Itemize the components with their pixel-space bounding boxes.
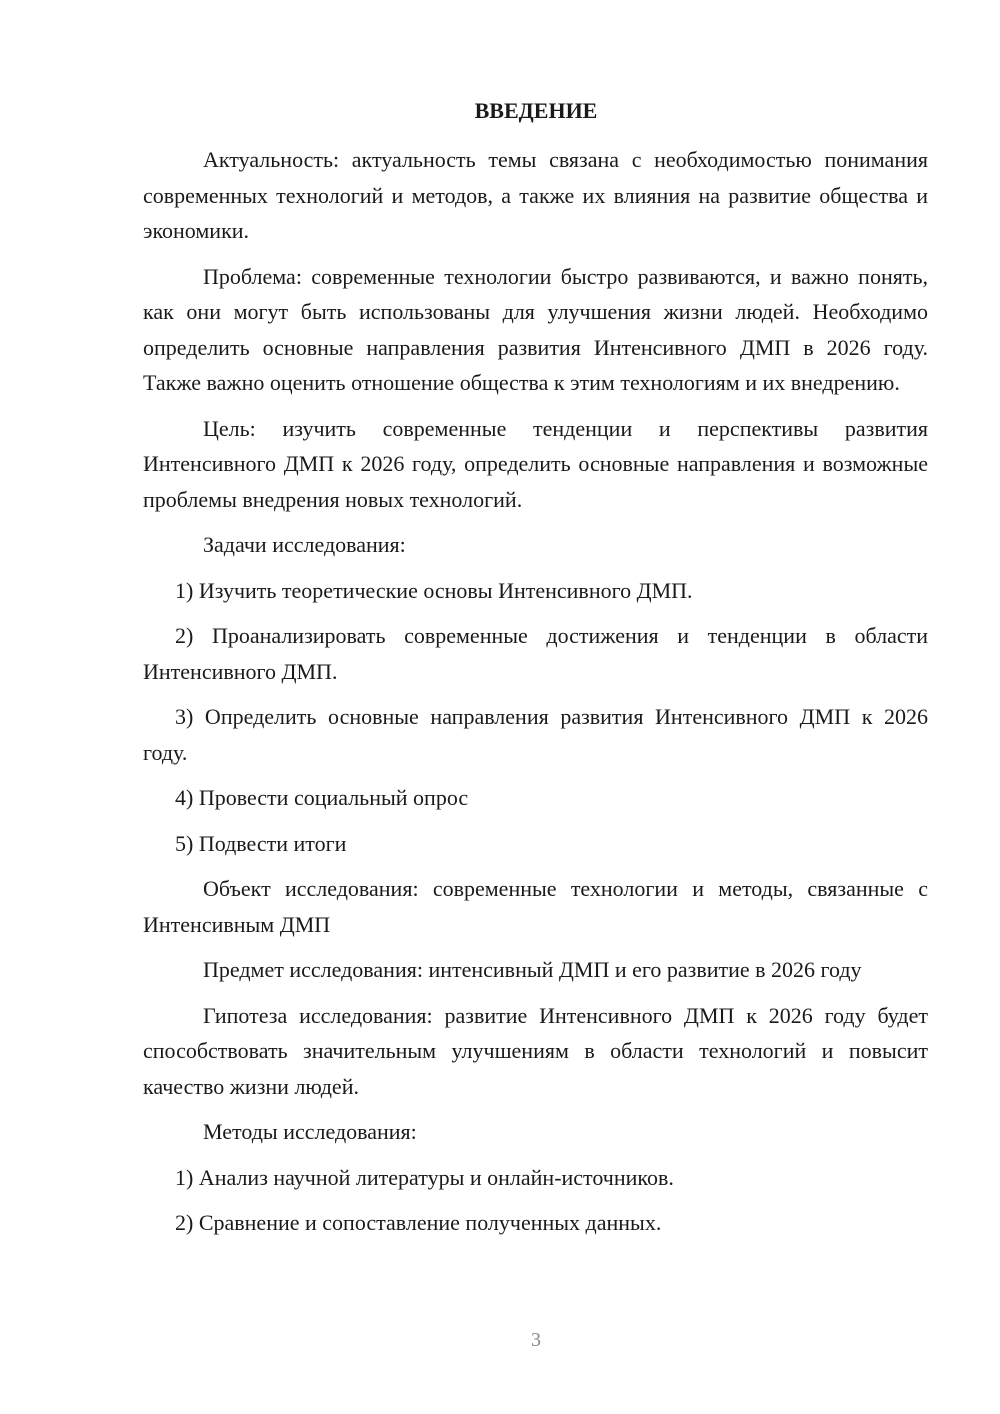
subject-paragraph: Предмет исследования: интенсивный ДМП и его развитие в 2026 году: [203, 957, 862, 982]
methods-heading-paragraph: Методы исследования:: [203, 1119, 417, 1144]
method-item-1: 1) Анализ научной литературы и онлайн-источников.: [175, 1164, 674, 1190]
task-item-4: 4) Провести социальный опрос: [175, 785, 469, 810]
problem-paragraph: Проблема: современные технологии быстро развиваются, и важно понять, как они могут быть использованы для улучшения жизни людей. Необходимо определить основные направления развития Интенсивного ДМП в 2026 году. Также важно оценить отношение общества к этим технологиям и их внедрению.: [143, 263, 928, 395]
document-body: [143, 142, 928, 1251]
task-item-1: 1) Изучить теоретические основы Интенсивного ДМП.: [175, 577, 693, 603]
hypothesis-paragraph: Гипотеза исследования: развитие Интенсивного ДМП к 2026 году будет способствовать значительным улучшениям в области технологий и повысит качество жизни людей.: [143, 1002, 928, 1099]
task-item-3: 3) Определить основные направления развития Интенсивного ДМП к 2026 году.: [143, 704, 928, 765]
task-item-5: 5) Подвести итоги: [175, 830, 347, 856]
method-item-2: 2) Сравнение и сопоставление полученных данных.: [175, 1210, 662, 1235]
goal-paragraph: Цель: изучить современные тенденции и перспективы развития Интенсивного ДМП к 2026 году, определить основные направления и возможные проблемы внедрения новых технологий.: [143, 415, 928, 512]
tasks-heading-paragraph: Задачи исследования:: [203, 532, 406, 557]
object-paragraph: Объект исследования: современные технологии и методы, связанные с Интенсивным ДМП: [143, 876, 928, 937]
task-item-2: 2) Проанализировать современные достижения и тенденции в области Интенсивного ДМП.: [143, 623, 928, 684]
section-heading: ВВЕДЕНИЕ: [474, 98, 598, 123]
relevance-paragraph: Актуальность: актуальность темы связана с необходимостью понимания современных технологий и методов, а также их влияния на развитие общества и экономики.: [143, 147, 928, 243]
page-number: 3: [531, 1329, 541, 1351]
